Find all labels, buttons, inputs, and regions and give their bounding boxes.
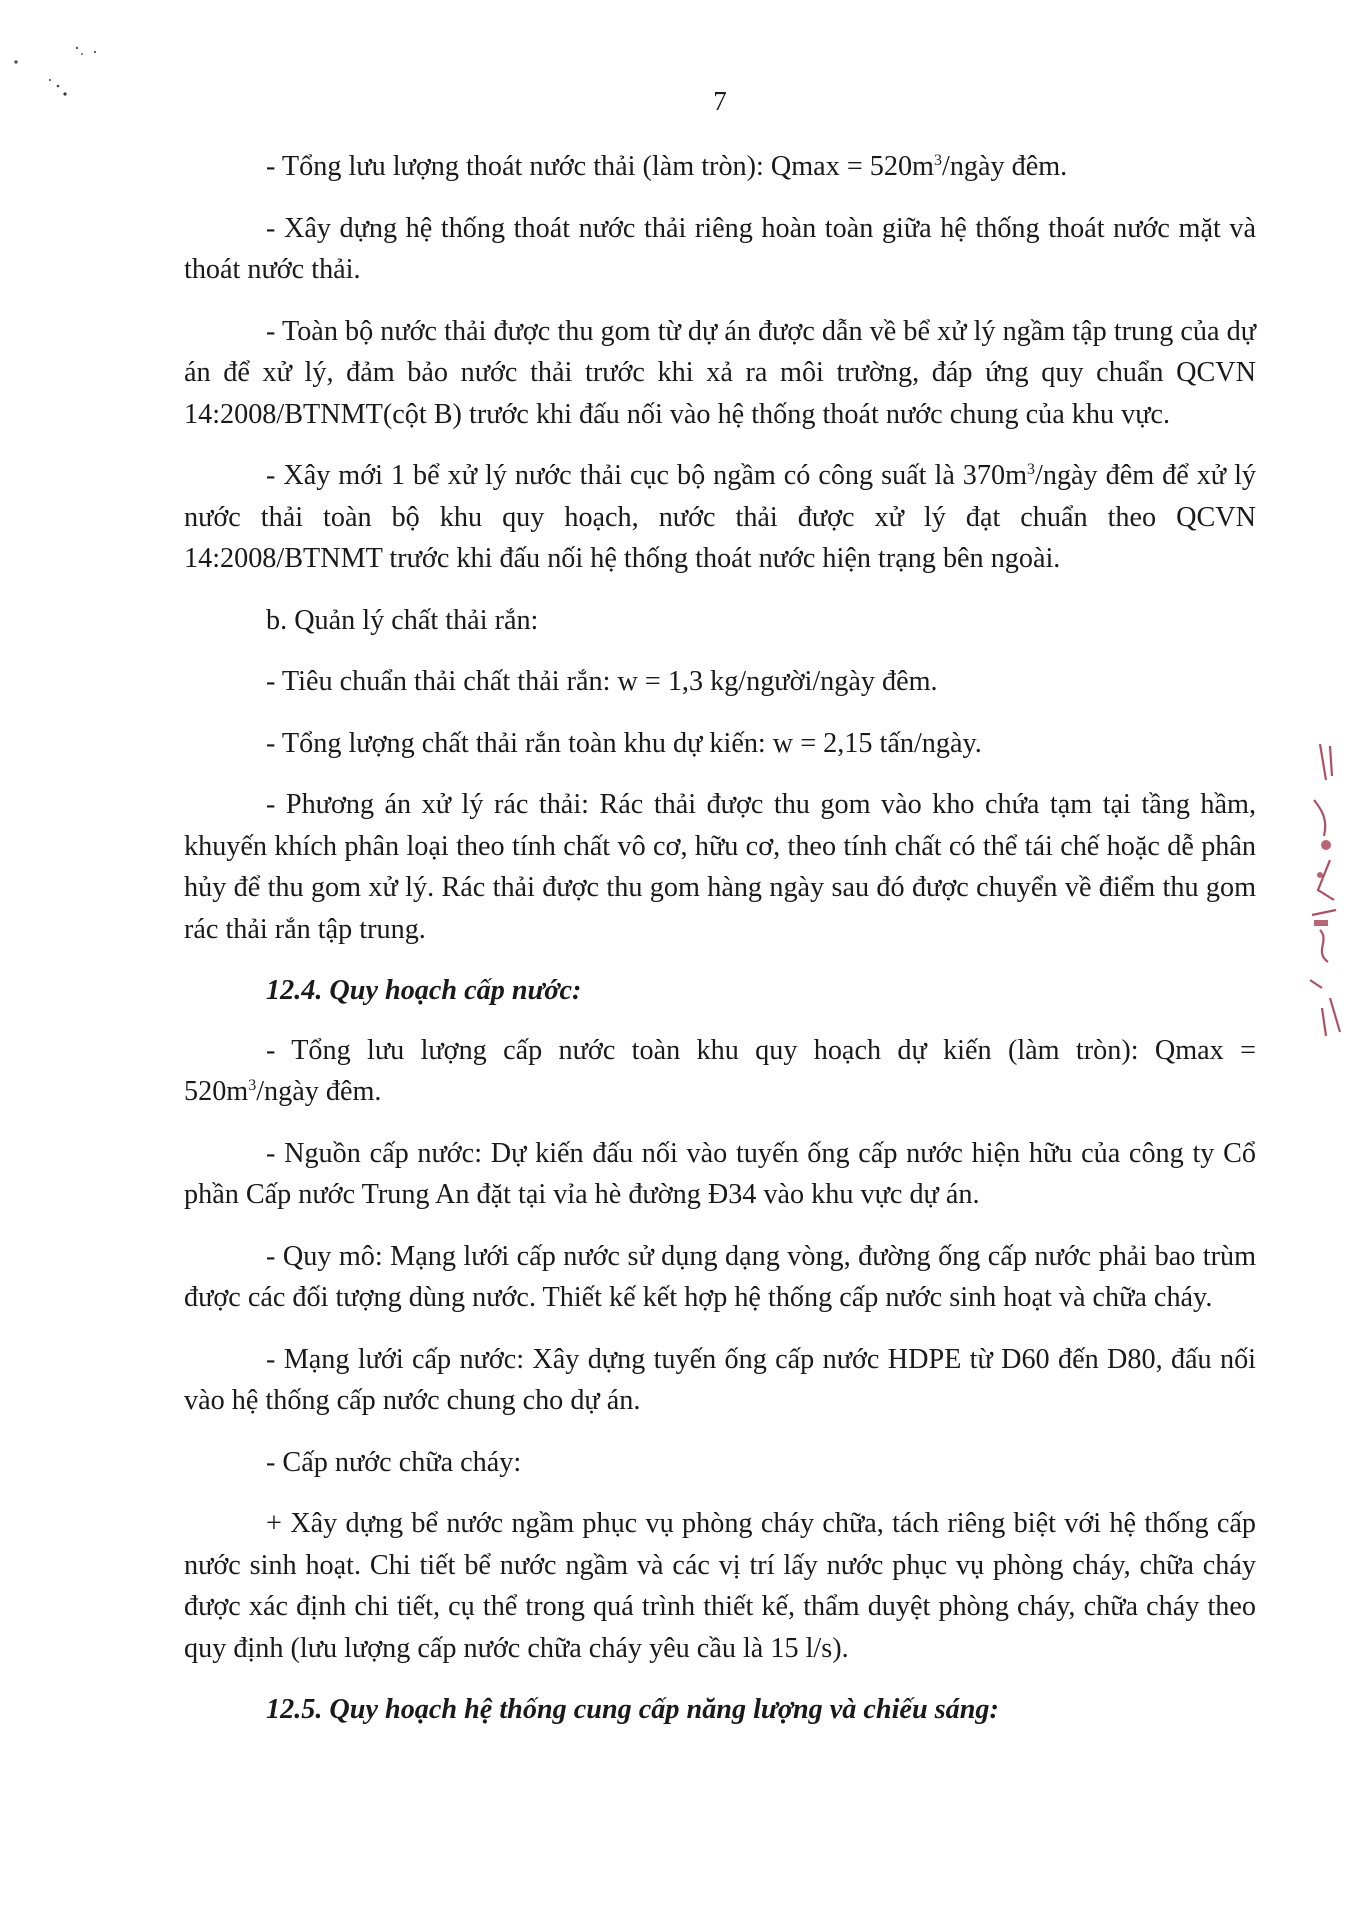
paragraph bbox=[184, 723, 1256, 765]
section-heading bbox=[184, 970, 1256, 1012]
paragraph-text: - Toàn bộ nước thải được thu gom từ dự án được dẫn về bể xử lý ngầm tập trung của dự án để xử lý, đảm bảo nước thải trước khi xả ra môi trường, đáp ứng quy chuẩn QCVN 14:2008/BTNMT(cột B) trước khi đấu nối vào hệ thống thoát nước chung của khu vực. bbox=[184, 315, 1256, 430]
seal-stamp-edge bbox=[1300, 740, 1350, 1040]
paragraph-text: - Nguồn cấp nước: Dự kiến đấu nối vào tuyến ống cấp nước hiện hữu của công ty Cổ phần Cấp nước Trung An đặt tại vỉa hè đường Đ34 vào khu vực dự án. bbox=[184, 1137, 1256, 1210]
paragraph bbox=[184, 661, 1256, 703]
paragraph bbox=[184, 455, 1256, 580]
paragraph-text: - Quy mô: Mạng lưới cấp nước sử dụng dạng vòng, đường ống cấp nước phải bao trùm được các đối tượng dùng nước. Thiết kế kết hợp hệ thống cấp nước sinh hoạt và chữa cháy. bbox=[184, 1240, 1256, 1313]
paragraph bbox=[184, 146, 1256, 188]
paragraph-text: - Xây dựng hệ thống thoát nước thải riêng hoàn toàn giữa hệ thống thoát nước mặt và thoát nước thải. bbox=[184, 212, 1256, 285]
paragraph-text: - Mạng lưới cấp nước: Xây dựng tuyến ống cấp nước HDPE từ D60 đến D80, đấu nối vào hệ thống cấp nước chung cho dự án. bbox=[184, 1343, 1256, 1416]
paragraph bbox=[184, 1030, 1256, 1113]
paragraph-text: - Tổng lưu lượng thoát nước thải (làm tròn): Qmax = 520m bbox=[266, 151, 934, 182]
paragraph-text: - Tiêu chuẩn thải chất thải rắn: w = 1,3 kg/người/ngày đêm. bbox=[266, 666, 938, 697]
superscript: 3 bbox=[1027, 461, 1036, 478]
paragraph-text: - Tổng lượng chất thải rắn toàn khu dự kiến: w = 2,15 tấn/ngày. bbox=[266, 727, 982, 759]
paragraph-text: 12.4. Quy hoạch cấp nước: bbox=[266, 975, 582, 1006]
paragraph-text: - Tổng lưu lượng cấp nước toàn khu quy hoạch dự kiến (làm tròn): Qmax = 520m bbox=[184, 1034, 1256, 1107]
paragraph-text: - Xây mới 1 bể xử lý nước thải cục bộ ngầm có công suất là 370m bbox=[266, 460, 1028, 491]
paragraph bbox=[184, 784, 1256, 950]
paragraph bbox=[184, 208, 1256, 291]
paragraph-text: /ngày đêm. bbox=[256, 1076, 382, 1107]
paragraph bbox=[184, 1503, 1256, 1669]
paragraph bbox=[184, 1442, 1256, 1484]
paragraph bbox=[184, 1339, 1256, 1422]
paragraph-text: - Cấp nước chữa cháy: bbox=[266, 1446, 522, 1478]
paragraph bbox=[184, 1236, 1256, 1319]
paragraph-text: /ngày đêm để xử lý nước thải toàn bộ khu quy hoạch, nước thải được xử lý đạt chuẩn theo QCVN 14:2008/BTNMT trước khi đấu nối hệ thống thoát nước hiện trạng bên ngoài. bbox=[184, 460, 1256, 574]
superscript: 3 bbox=[933, 152, 942, 169]
paragraph-text: + Xây dựng bể nước ngầm phục vụ phòng cháy chữa, tách riêng biệt với hệ thống cấp nước sinh hoạt. Chi tiết bể nước ngầm và các vị trí lấy nước phục vụ phòng cháy, chữa cháy được xác định chi tiết, cụ thể trong quá trình thiết kế, thẩm duyệt phòng cháy, chữa cháy theo quy định (lưu lượng cấp nước chữa cháy yêu cầu là 15 l/s). bbox=[184, 1508, 1256, 1664]
paragraph-text: /ngày đêm. bbox=[941, 151, 1068, 182]
paragraph-text: - Phương án xử lý rác thải: Rác thải được thu gom vào kho chứa tạm tại tầng hầm, khuyến khích phân loại theo tính chất vô cơ, hữu cơ, theo tính chất có thể tái chế hoặc dễ phân hủy để thu gom xử lý. Rác thải được thu gom hàng ngày sau đó được chuyển về điểm thu gom rác thải rắn tập trung. bbox=[184, 789, 1256, 945]
paragraph bbox=[184, 311, 1256, 436]
page-number: 7 bbox=[713, 86, 727, 116]
paragraph-text: b. Quản lý chất thải rắn: bbox=[266, 604, 539, 636]
section-heading bbox=[184, 1689, 1256, 1731]
paragraph bbox=[184, 1133, 1256, 1216]
paragraph bbox=[184, 600, 1256, 642]
paragraph-text: 12.5. Quy hoạch hệ thống cung cấp năng lượng và chiếu sáng: bbox=[266, 1694, 999, 1725]
document-body bbox=[184, 146, 1256, 1749]
superscript: 3 bbox=[248, 1077, 257, 1094]
